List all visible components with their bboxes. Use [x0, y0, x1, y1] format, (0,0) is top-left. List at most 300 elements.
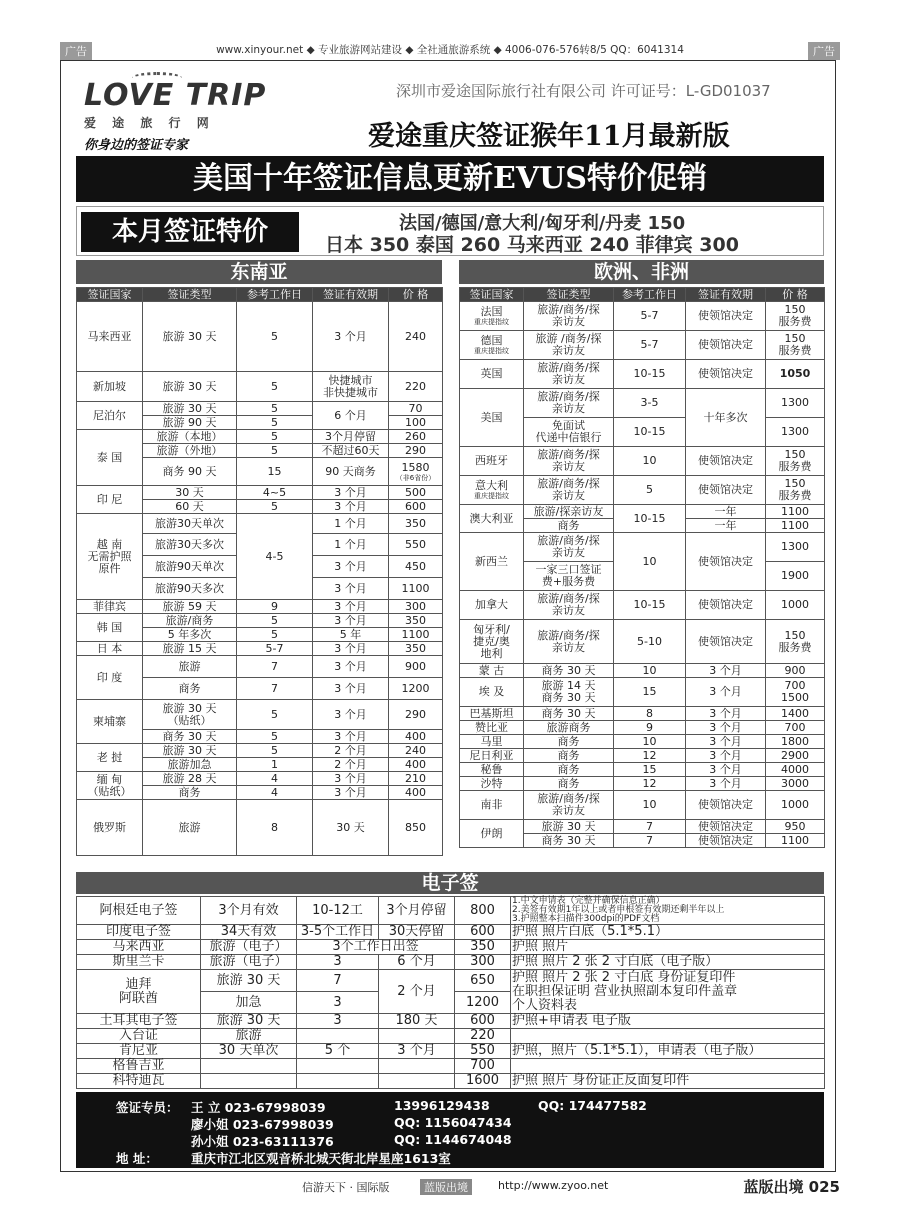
cell-text: 10-15 — [633, 511, 666, 525]
cell-text: 商务 — [178, 785, 201, 799]
contact-box — [76, 1092, 824, 1168]
table-row — [460, 360, 825, 389]
cell-subtext: 重庆提指纹 — [474, 492, 509, 500]
ad-tag-right: 广告 — [808, 42, 840, 60]
cell-text: 尼日利亚 — [469, 748, 514, 762]
table-cell — [389, 628, 443, 642]
cell-text: 旅游 /商务/探 亲访友 — [535, 332, 602, 357]
table-cell — [460, 533, 524, 591]
table-cell — [77, 897, 201, 925]
cell-text: 护照，照片（5.1*5.1），申请表（电子版） — [512, 1043, 762, 1058]
section-europe-africa: 欧洲、非洲 — [459, 260, 824, 284]
cell-text: 菲律宾 — [93, 599, 126, 613]
table-cell — [143, 744, 237, 758]
table-row — [77, 514, 443, 534]
table-cell — [77, 772, 143, 800]
table-cell — [524, 476, 614, 505]
cell-text: 260 — [405, 429, 426, 443]
table-cell — [686, 533, 766, 591]
cell-text: 5-10 — [637, 634, 662, 648]
table-cell — [389, 786, 443, 800]
cell-text: 1200 — [465, 994, 500, 1010]
cell-text: 1100 — [401, 627, 430, 641]
table-cell — [77, 656, 143, 700]
table-cell — [766, 707, 825, 721]
table-cell — [237, 800, 313, 856]
cell-text: 400 — [405, 729, 426, 743]
cell-text: 旅游/商务/探 亲访友 — [537, 361, 600, 386]
cell-text: 3 个月 — [334, 729, 367, 743]
table-cell — [379, 897, 455, 925]
cell-text: 美国 — [480, 410, 503, 424]
cell-text: 旅游/商务/探 亲访友 — [537, 592, 600, 617]
table-cell — [614, 389, 686, 418]
table-cell — [201, 897, 297, 925]
table-cell — [766, 476, 825, 505]
table-cell — [77, 402, 143, 430]
cell-text: 10 — [642, 734, 657, 748]
cell-text: 一年 — [714, 504, 737, 518]
evisa-table — [76, 896, 825, 1089]
table-row — [460, 533, 825, 562]
table-cell — [143, 786, 237, 800]
cell-text: 5 年 — [339, 627, 362, 641]
col-country: 签证国家 — [460, 288, 524, 302]
cell-text: 3 个月 — [709, 720, 742, 734]
cell-text: 700 — [784, 720, 806, 734]
cell-text: 850 — [405, 820, 426, 834]
table-cell — [460, 360, 524, 389]
page-number: 蓝版出境 025 — [743, 1178, 840, 1196]
table-cell — [143, 514, 237, 534]
cell-text: 3 个月 — [334, 659, 367, 673]
cell-text: 格鲁吉亚 — [112, 1058, 165, 1073]
table-cell — [389, 486, 443, 500]
table-cell — [614, 505, 686, 533]
table-cell — [460, 664, 524, 678]
table-cell — [511, 1029, 825, 1044]
cell-text: 600 — [470, 1013, 495, 1028]
cell-text: 8 — [646, 706, 653, 720]
table-cell — [143, 500, 237, 514]
table-cell — [686, 620, 766, 664]
table-cell — [460, 820, 524, 848]
table-cell — [524, 678, 614, 707]
ad-tag-left: 广告 — [60, 42, 92, 60]
cell-text: 旅游 90 天 — [162, 415, 217, 429]
cell-text: 180 天 — [395, 1013, 438, 1028]
table-cell — [686, 834, 766, 848]
table-row — [460, 664, 825, 678]
cell-text: 290 — [405, 707, 426, 721]
table-cell — [389, 556, 443, 578]
cell-text: 5-7 — [640, 338, 659, 351]
table-cell — [455, 1014, 511, 1029]
table-cell — [237, 372, 313, 402]
love-trip-logo — [74, 72, 324, 154]
cell-text: 使领馆决定 — [698, 309, 753, 322]
cell-text: 印 度 — [96, 670, 123, 684]
cell-text: 使领馆决定 — [698, 554, 753, 568]
table-cell — [686, 678, 766, 707]
cell-text: 意大利 — [475, 479, 508, 492]
table-cell — [389, 578, 443, 600]
table-cell — [460, 447, 524, 476]
cell-text: 5 — [271, 379, 278, 393]
cell-text: 400 — [405, 785, 426, 799]
table-row — [460, 620, 825, 664]
cell-text: 7 — [646, 833, 653, 847]
table-row — [460, 721, 825, 735]
cell-text: 10 — [642, 663, 657, 677]
cell-text: 西班牙 — [475, 454, 508, 467]
table-row — [460, 331, 825, 360]
table-cell — [766, 519, 825, 533]
cell-text: 旅游/商务/探 亲访友 — [537, 303, 600, 328]
cell-text: 1000 — [781, 798, 809, 811]
table-row — [77, 1059, 825, 1074]
col-price: 价 格 — [766, 288, 825, 302]
table-cell — [460, 791, 524, 820]
table-cell — [686, 331, 766, 360]
table-cell — [143, 772, 237, 786]
table-cell — [313, 444, 389, 458]
cell-text: 1300 — [781, 396, 809, 409]
table-cell — [389, 700, 443, 730]
table-cell — [237, 614, 313, 628]
cell-text: 旅游 30 天 — [216, 1013, 281, 1028]
table-cell — [686, 360, 766, 389]
table-cell — [766, 505, 825, 519]
table-row — [460, 476, 825, 505]
table-cell — [77, 372, 143, 402]
cell-text: 马来西亚 — [87, 329, 132, 343]
table-row — [77, 955, 825, 970]
footer-url[interactable]: http://www.zyoo.net — [498, 1179, 609, 1192]
cell-text: 不超过60天 — [321, 443, 380, 457]
cell-text: 1600 — [465, 1073, 500, 1088]
cell-text: 7 — [646, 819, 653, 833]
table-cell — [297, 970, 379, 992]
table-cell — [201, 940, 297, 955]
cell-text: 商务 30 天 — [541, 706, 596, 720]
cell-text: 1050 — [779, 367, 811, 380]
cell-text: 3 个月 — [334, 329, 367, 343]
cell-text: 10 — [642, 554, 657, 568]
cell-text: 1100 — [401, 581, 430, 595]
cell-text: 3个月有效 — [218, 902, 279, 918]
table-cell — [614, 331, 686, 360]
table-cell — [511, 970, 825, 1014]
table-cell — [511, 925, 825, 940]
table-cell — [614, 620, 686, 664]
cell-text: 使领馆决定 — [698, 367, 753, 380]
table-row — [460, 678, 825, 707]
table-cell — [237, 730, 313, 744]
cell-text: 3 个月 — [334, 613, 367, 627]
table-row — [77, 940, 825, 955]
table-row — [77, 430, 443, 444]
cell-text: 旅游 30 天 — [162, 379, 217, 393]
cell-text: 旅游/商务/探 亲访友 — [537, 477, 600, 502]
contact-person-3: 孙小姐 023-63111376 — [191, 1134, 334, 1149]
southeast-asia-table — [76, 287, 443, 856]
address-label: 地 址： — [116, 1151, 158, 1166]
cell-text: 加急 — [235, 994, 262, 1010]
col-type: 签证类型 — [524, 288, 614, 302]
col-validity: 签证有效期 — [313, 288, 389, 302]
table-cell — [686, 505, 766, 519]
table-cell — [297, 1014, 379, 1029]
cell-text: 商务 — [557, 748, 580, 762]
cell-text: 2 个月 — [334, 743, 367, 757]
table-cell — [686, 820, 766, 834]
monthly-special-label: 本月签证特价 — [81, 212, 299, 252]
table-cell — [686, 721, 766, 735]
cell-text: 旅游 28 天 — [162, 771, 217, 785]
table-cell — [201, 1029, 297, 1044]
table-cell — [614, 664, 686, 678]
cell-text: 12 — [642, 776, 657, 790]
cell-text: 印度电子签 — [105, 924, 171, 939]
contact-qq-1: QQ: 174477582 — [538, 1098, 647, 1113]
table-cell — [379, 1029, 455, 1044]
cell-subtext: （非6省份） — [395, 473, 436, 482]
table-row — [460, 302, 825, 331]
cell-text: 旅游（电子） — [209, 954, 288, 969]
logo-cn: 爱 途 旅 行 网 — [84, 116, 215, 130]
table-row — [77, 1029, 825, 1044]
table-cell — [77, 700, 143, 744]
cell-text: 埃 及 — [478, 685, 505, 698]
table-cell — [766, 721, 825, 735]
table-cell — [313, 614, 389, 628]
table-cell — [524, 591, 614, 620]
table-cell — [77, 1014, 201, 1029]
table-cell — [77, 614, 143, 642]
cell-text: 旅游90天单次 — [155, 559, 224, 573]
col-workdays: 参考工作日 — [237, 288, 313, 302]
cell-text: 3 个月 — [709, 734, 742, 748]
cell-text: 15 — [642, 685, 657, 698]
cell-text: 900 — [405, 659, 426, 673]
table-row — [77, 744, 443, 758]
cell-text: 旅游（外地） — [156, 443, 223, 457]
cell-text: 5-7 — [265, 641, 284, 655]
cell-text: 4-5 — [265, 549, 284, 563]
table-cell — [614, 360, 686, 389]
cell-text: 3 — [333, 1013, 342, 1028]
cell-text: 旅游 14 天 商务 30 天 — [541, 679, 596, 704]
table-cell — [237, 758, 313, 772]
cell-text: 使领馆决定 — [698, 819, 753, 833]
table-row — [77, 600, 443, 614]
table-cell — [524, 360, 614, 389]
table-cell — [455, 955, 511, 970]
special-line-1: 法国/德国/意大利/匈牙利/丹麦 150 — [399, 213, 686, 234]
table-cell — [524, 820, 614, 834]
table-cell — [313, 372, 389, 402]
cell-text: 科特迪瓦 — [112, 1073, 165, 1088]
cell-text: 5 — [271, 743, 278, 757]
table-cell — [143, 486, 237, 500]
cell-text: 旅游 59 天 — [162, 599, 217, 613]
table-cell — [77, 925, 201, 940]
table-cell — [389, 458, 443, 486]
cell-text: 7 — [333, 972, 342, 988]
cell-text: 3 个月 — [334, 599, 367, 613]
table-cell — [455, 1044, 511, 1059]
table-cell — [237, 444, 313, 458]
table-cell — [686, 302, 766, 331]
cell-text: 护照 照片白底（5.1*5.1） — [512, 924, 668, 939]
col-type: 签证类型 — [143, 288, 237, 302]
table-cell — [460, 302, 524, 331]
table-cell — [201, 1059, 297, 1074]
table-cell — [524, 389, 614, 418]
table-cell — [524, 664, 614, 678]
cell-text: 240 — [405, 329, 426, 343]
cell-text: 30 天 — [336, 820, 365, 834]
cell-text: 5 — [271, 429, 278, 443]
cell-text: 70 — [408, 401, 423, 415]
cell-text: 尼泊尔 — [93, 408, 126, 422]
cell-text: 600 — [405, 499, 426, 513]
table-cell — [313, 556, 389, 578]
table-cell — [686, 777, 766, 791]
cell-text: 6 个月 — [334, 408, 367, 422]
table-cell — [313, 430, 389, 444]
cell-text: 5 — [271, 729, 278, 743]
cell-text: 3 个月 — [334, 681, 367, 695]
cell-text: 旅游 30 天 （贴纸） — [162, 701, 217, 727]
table-cell — [686, 707, 766, 721]
table-row — [77, 700, 443, 730]
cell-text: 使领馆决定 — [698, 634, 753, 648]
cell-text: 12 — [642, 748, 657, 762]
table-cell — [766, 763, 825, 777]
table-cell — [460, 678, 524, 707]
table-cell — [766, 777, 825, 791]
contact-qq-3: QQ: 1144674048 — [394, 1132, 512, 1147]
cell-text: 使领馆决定 — [698, 833, 753, 847]
table-cell — [614, 777, 686, 791]
cell-text: 350 — [405, 641, 426, 655]
table-cell — [389, 500, 443, 514]
table-cell — [455, 1059, 511, 1074]
cell-text: 旅游 30 天 — [162, 401, 217, 415]
table-cell — [455, 992, 511, 1014]
table-row — [77, 614, 443, 628]
cell-text: 3 — [333, 994, 342, 1010]
cell-text: 1100 — [781, 504, 809, 518]
table-cell — [143, 758, 237, 772]
cell-text: 商务 30 天 — [541, 663, 596, 677]
cell-text: 1580 — [401, 460, 430, 474]
cell-text: 旅游/商务/探 亲访友 — [537, 534, 600, 559]
table-cell — [460, 505, 524, 533]
table-cell — [143, 578, 237, 600]
table-cell — [389, 772, 443, 786]
table-cell — [313, 302, 389, 372]
cell-text: 阿根廷电子签 — [99, 902, 178, 918]
cell-text: 150 服务费 — [778, 477, 812, 502]
cell-text: 护照 照片 身份证正反面复印件 — [512, 1073, 690, 1088]
table-cell — [460, 476, 524, 505]
cell-text: 加拿大 — [475, 598, 508, 611]
cell-text: 2 个月 — [334, 757, 367, 771]
contact-label: 签证专员： — [116, 1100, 179, 1115]
table-cell — [77, 940, 201, 955]
table-cell — [524, 519, 614, 533]
table-cell — [389, 444, 443, 458]
cell-text: 10 — [642, 454, 657, 467]
cell-text: 9 — [646, 720, 653, 734]
table-cell — [143, 430, 237, 444]
cell-text: 3 个月 — [709, 663, 742, 677]
cell-text: 290 — [405, 443, 426, 457]
cell-text: 商务 — [178, 681, 201, 695]
cell-text: 旅游 30 天 — [216, 972, 281, 988]
table-cell — [237, 700, 313, 730]
table-cell — [313, 744, 389, 758]
table-header-row — [77, 288, 443, 302]
table-cell — [77, 642, 143, 656]
cell-text: 3 个月 — [709, 706, 742, 720]
table-cell — [389, 758, 443, 772]
cell-text: 快捷城市 非快捷城市 — [323, 373, 378, 399]
cell-text: 5 — [271, 613, 278, 627]
table-cell — [379, 1074, 455, 1089]
table-cell — [389, 416, 443, 430]
cell-text: 旅游/探亲访友 — [533, 504, 604, 518]
table-cell — [614, 749, 686, 763]
cell-text: 老 挝 — [96, 750, 123, 764]
table-cell — [379, 955, 455, 970]
table-row — [77, 1074, 825, 1089]
cell-text: 伊朗 — [480, 826, 503, 840]
table-cell — [77, 302, 143, 372]
cell-text: 澳大利亚 — [469, 511, 514, 525]
cell-text: 南非 — [480, 798, 503, 811]
table-cell — [524, 791, 614, 820]
cell-text: 沙特 — [480, 776, 503, 790]
table-cell — [297, 1044, 379, 1059]
table-cell — [237, 744, 313, 758]
table-cell — [766, 664, 825, 678]
table-cell — [237, 430, 313, 444]
table-cell — [297, 992, 379, 1014]
cell-subtext: 重庆提指纹 — [474, 347, 509, 355]
table-cell — [313, 534, 389, 556]
table-row — [77, 970, 825, 992]
cell-text: 5 — [271, 443, 278, 457]
table-cell — [143, 444, 237, 458]
table-cell — [455, 970, 511, 992]
cell-text: 1 个月 — [334, 516, 367, 530]
table-row — [460, 777, 825, 791]
table-row — [460, 749, 825, 763]
cell-text: 旅游商务 — [546, 720, 591, 734]
cell-text: 商务 30 天 — [162, 729, 217, 743]
cell-text: 日 本 — [96, 641, 123, 655]
cell-text: 使领馆决定 — [698, 454, 753, 467]
cell-text: 30天停留 — [388, 924, 445, 939]
table-cell — [389, 744, 443, 758]
cell-text: 巴基斯坦 — [469, 706, 514, 720]
cell-text: 旅游 15 天 — [162, 641, 217, 655]
cell-text: 3 个月 — [334, 771, 367, 785]
